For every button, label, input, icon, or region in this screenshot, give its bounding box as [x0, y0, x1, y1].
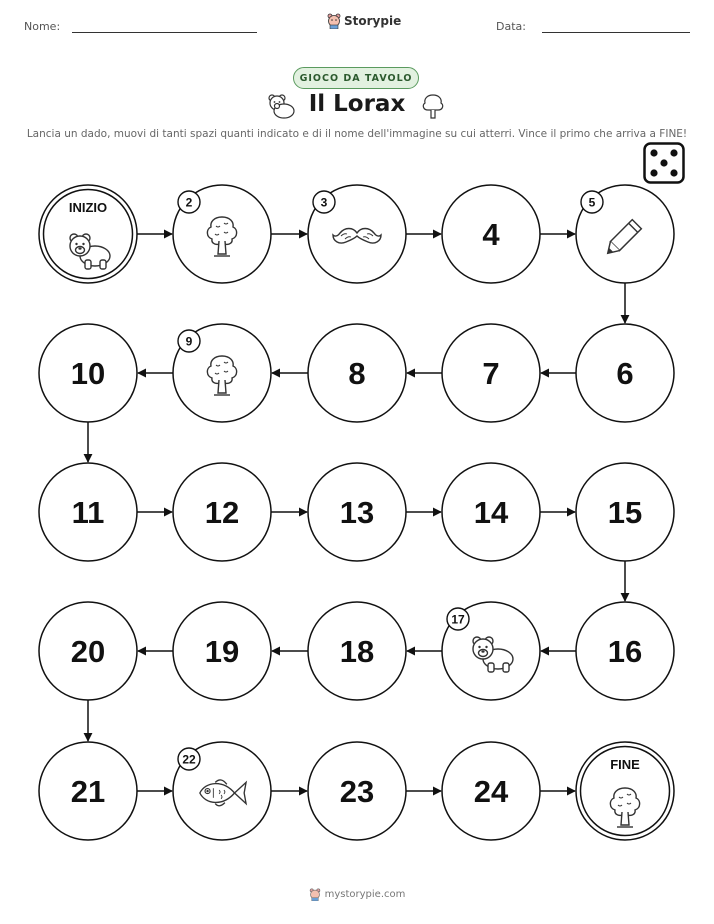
- space-number: 22: [182, 752, 196, 767]
- board-space[interactable]: [173, 185, 271, 283]
- board-space[interactable]: [173, 324, 271, 422]
- board-space[interactable]: [173, 602, 271, 700]
- footer-site: mystorypie.com: [324, 889, 406, 900]
- instructions: Lancia un dado, muovi di tanti spazi quanti indicato e di il nome dell'immagine su cui atterri. Vince il primo che arriva a FINE!: [26, 128, 688, 140]
- space-number: 10: [70, 356, 106, 391]
- space-number: 23: [339, 774, 375, 809]
- board-space[interactable]: [39, 742, 137, 840]
- board-space[interactable]: [576, 324, 674, 422]
- storypie-mascot-icon: [309, 888, 321, 901]
- board-space[interactable]: [308, 463, 406, 561]
- board-space[interactable]: [576, 602, 674, 700]
- board-space[interactable]: [39, 324, 137, 422]
- category-badge: GIOCO DA TAVOLO: [293, 67, 419, 89]
- board-space[interactable]: [308, 185, 406, 283]
- board-space[interactable]: [442, 324, 540, 422]
- board-space[interactable]: [576, 463, 674, 561]
- footer: [0, 888, 714, 904]
- start-space[interactable]: [39, 185, 137, 283]
- space-label: INIZIO: [68, 200, 108, 215]
- board-space[interactable]: [576, 185, 674, 283]
- space-number: 8: [348, 356, 366, 391]
- board-space[interactable]: [173, 463, 271, 561]
- board-space[interactable]: [39, 602, 137, 700]
- space-number: 11: [71, 495, 105, 530]
- space-label: FINE: [610, 757, 640, 772]
- board-space[interactable]: [442, 602, 540, 700]
- space-number: 5: [588, 195, 596, 210]
- space-number: 12: [204, 495, 240, 530]
- space-number: 14: [473, 495, 509, 530]
- board-space[interactable]: [308, 324, 406, 422]
- space-number: 21: [70, 774, 106, 809]
- date-label: Data:: [496, 20, 526, 33]
- space-number: 4: [482, 217, 500, 252]
- finish-space[interactable]: [576, 742, 674, 840]
- space-number: 15: [607, 495, 643, 530]
- board-space[interactable]: [442, 463, 540, 561]
- board-space[interactable]: [173, 742, 271, 840]
- space-number: 7: [482, 356, 500, 391]
- board-space[interactable]: [442, 742, 540, 840]
- brand-name: Storypie: [344, 14, 402, 28]
- space-number: 2: [185, 195, 193, 210]
- space-number: 20: [70, 634, 106, 669]
- board-space[interactable]: [39, 463, 137, 561]
- space-number: 3: [320, 195, 328, 210]
- space-number: 17: [451, 612, 465, 627]
- name-label: Nome:: [24, 20, 61, 33]
- space-number: 19: [204, 634, 240, 669]
- space-number: 18: [339, 634, 375, 669]
- space-number: 9: [185, 334, 193, 349]
- space-number: 24: [473, 774, 509, 809]
- board-space[interactable]: [442, 185, 540, 283]
- board-space[interactable]: [308, 742, 406, 840]
- space-number: 6: [616, 356, 634, 391]
- board-space[interactable]: [308, 602, 406, 700]
- title-text: Il Lorax: [308, 91, 406, 117]
- space-number: 16: [607, 634, 643, 669]
- space-number: 13: [339, 495, 375, 530]
